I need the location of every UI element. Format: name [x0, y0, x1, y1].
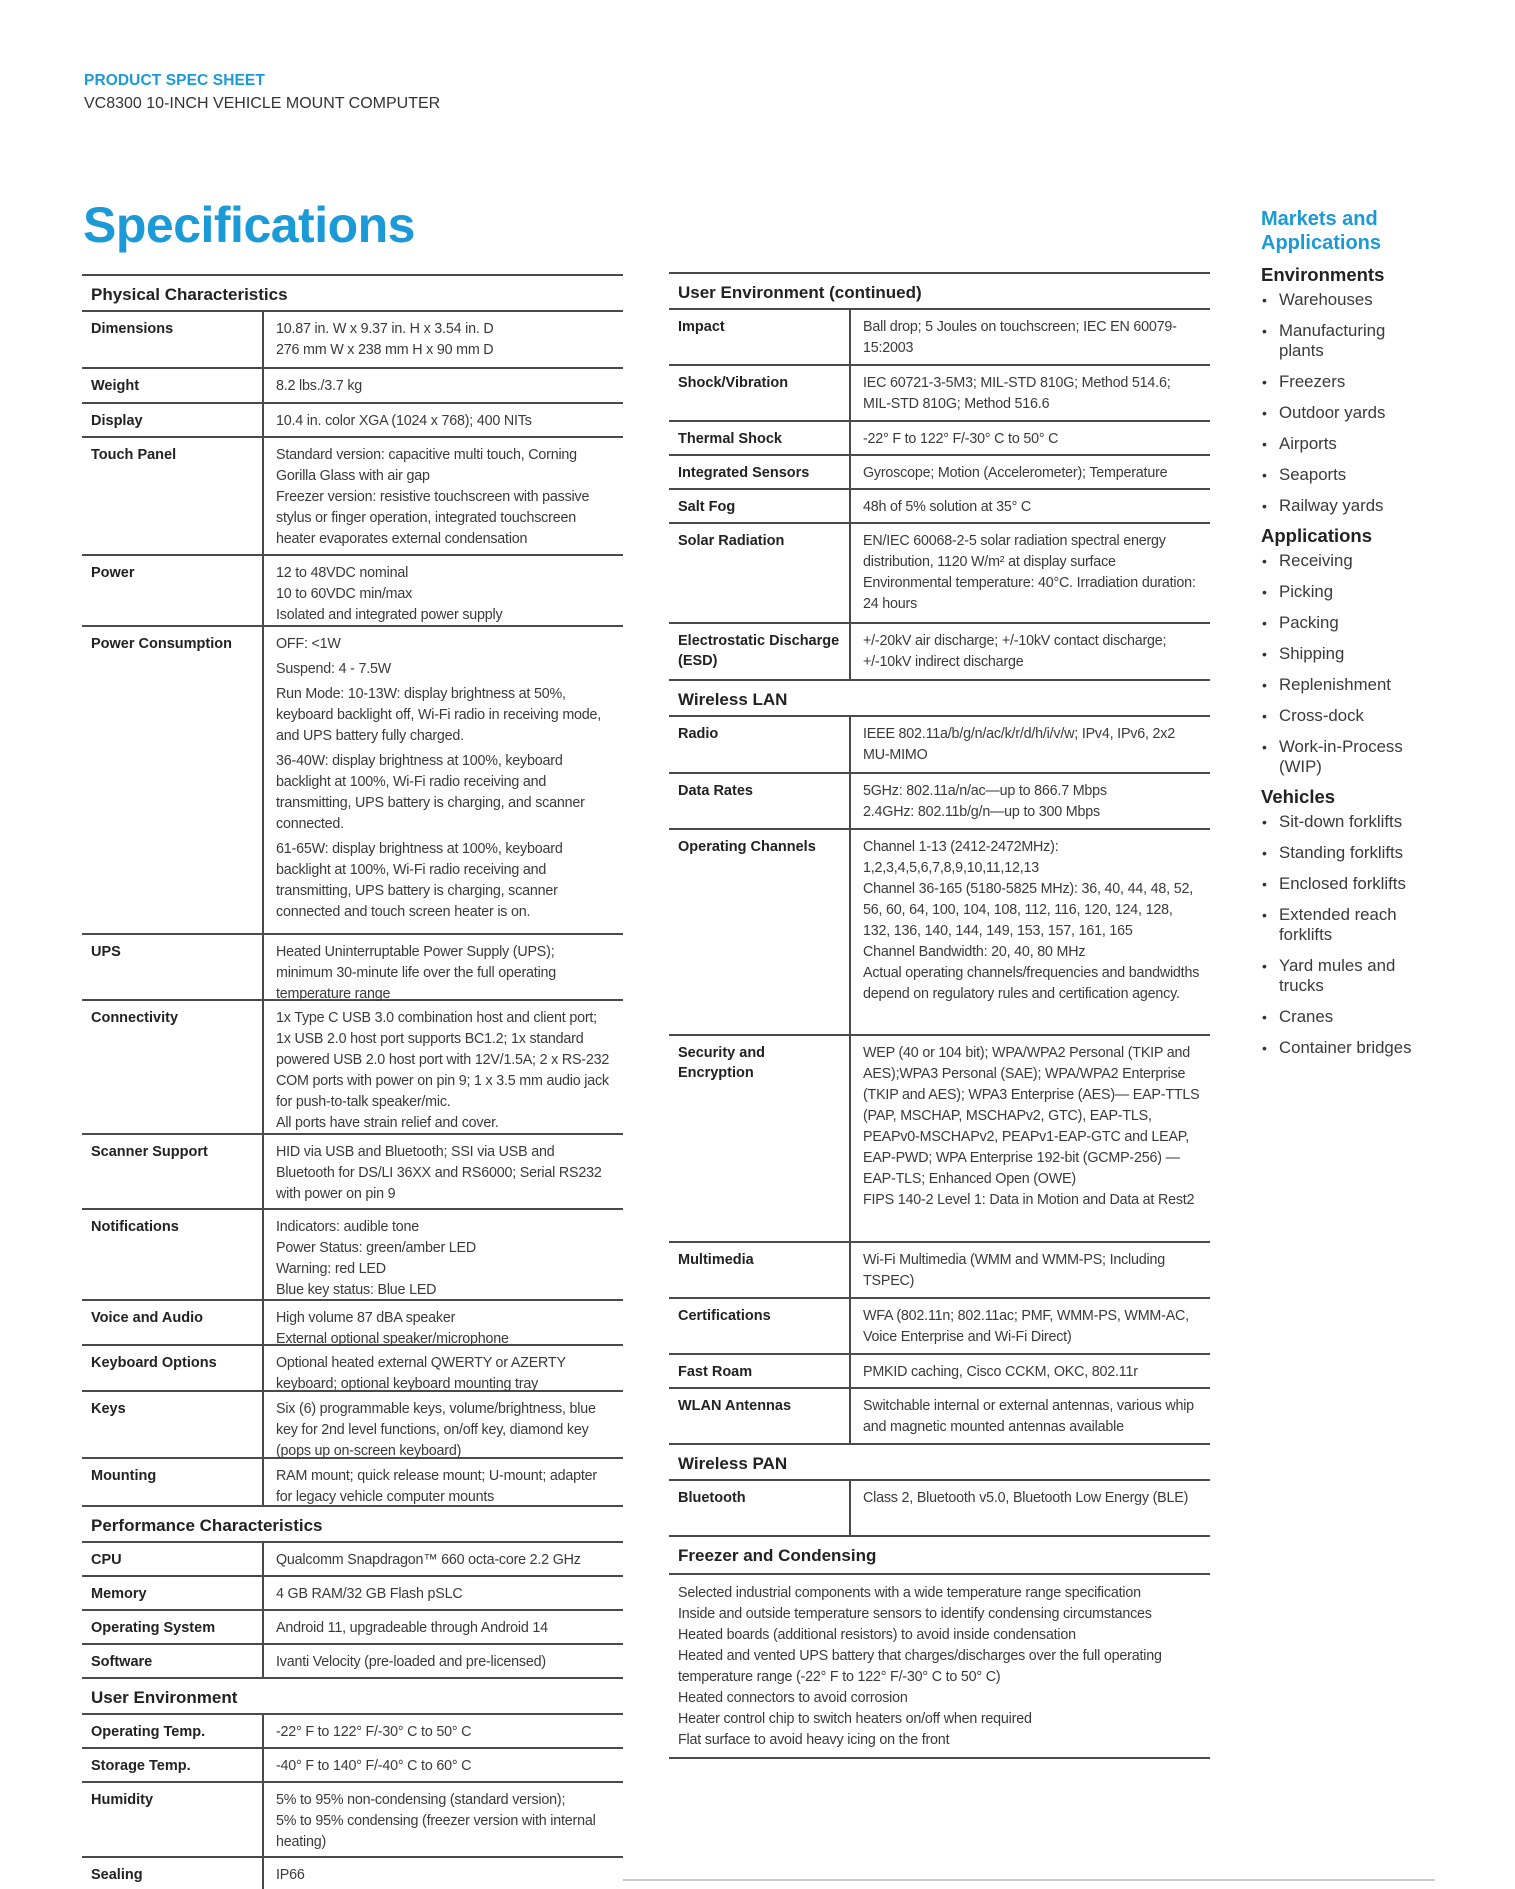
spec-value-line: -22° F to 122° F/-30° C to 50° C	[863, 431, 1059, 447]
spec-value-line: 5% to 95% condensing (freezer version with internal heating)	[276, 1813, 596, 1850]
spec-label: Security and Encryption	[669, 1036, 851, 1241]
spec-label: Storage Temp.	[82, 1749, 264, 1781]
spec-value-line: IP66	[276, 1867, 305, 1883]
spec-value-line: WEP (40 or 104 bit); WPA/WPA2 Personal (TKIP and AES);WPA3 Personal (SAE); WPA/WPA2 Enterprise (TKIP and AES); WPA3 Enterprise (AES)— EAP-TTLS (PAP, MSCHAP, MSCHAPv2, GTC), EAP-TLS, PEAPv0-MSCHAPv2, PEAPv1-EAP-GTC and LEAP, EAP-PWD; WPA Enterprise 192-bit (GCMP-256) — EAP-TLS; Enhanced Open (OWE)	[863, 1045, 1200, 1187]
spec-label: Humidity	[82, 1783, 264, 1856]
spec-row	[82, 999, 623, 1133]
market-list-item: • Work-in-Process (WIP)	[1261, 737, 1426, 777]
spec-label: Data Rates	[669, 774, 851, 828]
spec-label: Power Consumption	[82, 627, 264, 933]
spec-value	[264, 1459, 623, 1505]
market-list-item: • Shipping	[1261, 644, 1426, 664]
spec-value-line: EN/IEC 60068-2-5 solar radiation spectral energy distribution, 1120 W/m² at display surface	[863, 533, 1166, 570]
spec-value-line: 10.4 in. color XGA (1024 x 768); 400 NITs	[276, 413, 532, 429]
spec-row	[669, 772, 1210, 828]
spec-row	[669, 1387, 1210, 1443]
market-list-item: • Sit-down forklifts	[1261, 812, 1426, 832]
spec-value-line: All ports have strain relief and cover.	[276, 1115, 499, 1131]
spec-label: Voice and Audio	[82, 1301, 264, 1344]
spec-value	[851, 310, 1210, 364]
spec-label: WLAN Antennas	[669, 1389, 851, 1443]
spec-value-line: 48h of 5% solution at 35° C	[863, 499, 1032, 515]
spec-value	[264, 438, 623, 554]
doc-eyebrow: PRODUCT SPEC SHEET	[84, 72, 265, 89]
spec-label: Power	[82, 556, 264, 625]
market-list-item: • Airports	[1261, 434, 1426, 454]
spec-value-line: -40° F to 140° F/-40° C to 60° C	[276, 1758, 472, 1774]
spec-value-line: Class 2, Bluetooth v5.0, Bluetooth Low Energy (BLE)	[863, 1490, 1189, 1506]
spec-value-line: Blue key status: Blue LED	[276, 1282, 437, 1298]
spec-value	[264, 1346, 623, 1390]
spec-row	[669, 522, 1210, 622]
spec-row	[82, 1133, 623, 1208]
spec-row	[669, 1479, 1210, 1535]
spec-row	[669, 622, 1210, 679]
spec-value-line: 5% to 95% non-condensing (standard version);	[276, 1792, 566, 1808]
spec-row	[669, 1034, 1210, 1241]
left-spec-column	[82, 274, 623, 1889]
spec-value-line: 276 mm W x 238 mm H x 90 mm D	[276, 342, 494, 358]
spec-label: Bluetooth	[669, 1481, 851, 1535]
spec-value-line: External optional speaker/microphone	[276, 1331, 509, 1347]
spec-value-line: OFF: <1W	[276, 636, 341, 652]
spec-value	[264, 1001, 623, 1133]
market-list-item: • Cross-dock	[1261, 706, 1426, 726]
market-list-item: • Outdoor yards	[1261, 403, 1426, 423]
freezer-feature: Selected industrial components with a wide temperature range specification	[678, 1585, 1141, 1601]
spec-value-line: Six (6) programmable keys, volume/brightness, blue key for 2nd level functions, on/off key, diamond key (pops up on-screen keyboard)	[276, 1401, 596, 1459]
spec-value	[851, 624, 1210, 679]
spec-row	[82, 933, 623, 1002]
spec-label: Keys	[82, 1392, 264, 1457]
spec-label: Mounting	[82, 1459, 264, 1505]
spec-row	[82, 1856, 623, 1889]
spec-value-line: 10 to 60VDC min/max	[276, 586, 413, 602]
spec-value	[264, 1301, 623, 1347]
spec-row	[669, 1353, 1210, 1387]
spec-value-line: HID via USB and Bluetooth; SSI via USB and Bluetooth for DS/LI 36XX and RS6000; Serial RS232 with power on pin 9	[276, 1144, 602, 1202]
table-end-rule	[669, 1757, 1210, 1759]
spec-row	[669, 364, 1210, 420]
spec-label: Radio	[669, 717, 851, 772]
spec-label: Connectivity	[82, 1001, 264, 1133]
freezer-feature: Heated connectors to avoid corrosion	[678, 1690, 908, 1706]
spec-row	[82, 1575, 623, 1609]
spec-value	[851, 774, 1210, 828]
spec-row	[669, 1297, 1210, 1353]
spec-value	[264, 369, 623, 402]
freezer-feature: Inside and outside temperature sensors to identify condensing circumstances	[678, 1606, 1152, 1622]
spec-label: Operating System	[82, 1611, 264, 1643]
spec-value-line: 1,2,3,4,5,6,7,8,9,10,11,12,13	[863, 860, 1039, 876]
spec-value-line: Run Mode: 10-13W: display brightness at 50%, keyboard backlight off, Wi-Fi radio in receiving mode, and UPS battery fully charged.	[276, 686, 602, 744]
market-list-item: • Container bridges	[1261, 1038, 1426, 1058]
spec-value	[851, 366, 1210, 420]
spec-label: UPS	[82, 935, 264, 999]
spec-label: Certifications	[669, 1299, 851, 1353]
spec-label: Touch Panel	[82, 438, 264, 554]
spec-value-line: 1x Type C USB 3.0 combination host and client port; 1x USB 2.0 host port supports BC1.2; 1x standard powered USB 2.0 host port with 12V/1.5A; 2 x RS-232 COM ports with power on pin 9; 1 x 3.5 mm audio jack for push-to-talk speaker/mic.	[276, 1010, 610, 1110]
section-heading-wireless-lan: Wireless LAN	[669, 679, 1210, 715]
market-list-item: • Extended reach forklifts	[1261, 905, 1426, 945]
spec-value	[851, 1299, 1210, 1353]
spec-value-line: 5GHz: 802.11a/n/ac—up to 866.7 Mbps	[863, 783, 1107, 799]
spec-value	[851, 422, 1210, 454]
markets-title: Markets and Applications	[1261, 208, 1382, 254]
market-list-item: • Warehouses	[1261, 290, 1426, 310]
spec-value-line: FIPS 140-2 Level 1: Data in Motion and Data at Rest2	[863, 1192, 1195, 1208]
spec-row	[669, 488, 1210, 522]
spec-row	[82, 1713, 623, 1747]
spec-value-line: Freezer version: resistive touchscreen with passive stylus or finger operation, integrated touchscreen heater evaporates external condensation	[276, 489, 590, 547]
freezer-feature: Heated and vented UPS battery that charges/discharges over the full operating temperature range (-22° F to 122° F/-30° C to 50° C)	[678, 1648, 1162, 1685]
spec-label: Solar Radiation	[669, 524, 851, 622]
spec-value-line: Ivanti Velocity (pre-loaded and pre-licensed)	[276, 1654, 546, 1670]
spec-value-line: -22° F to 122° F/-30° C to 50° C	[276, 1724, 472, 1740]
spec-label: Thermal Shock	[669, 422, 851, 454]
spec-value	[264, 1749, 623, 1781]
spec-label: Operating Channels	[669, 830, 851, 1034]
market-list-item: • Replenishment	[1261, 675, 1426, 695]
spec-value	[851, 1481, 1210, 1535]
spec-row	[82, 1747, 623, 1781]
spec-row	[82, 1781, 623, 1856]
spec-value-line: Qualcomm Snapdragon™ 660 octa-core 2.2 GHz	[276, 1552, 581, 1568]
market-group-list	[1261, 812, 1426, 1058]
spec-row	[82, 367, 623, 402]
spec-value-line: WFA (802.11n; 802.11ac; PMF, WMM-PS, WMM-AC, Voice Enterprise and Wi-Fi Direct)	[863, 1308, 1189, 1345]
freezer-feature: Flat surface to avoid heavy icing on the front	[678, 1732, 950, 1748]
spec-value-line: Switchable internal or external antennas, various whip and magnetic mounted antennas available	[863, 1398, 1194, 1435]
market-list-item: • Yard mules and trucks	[1261, 956, 1426, 996]
spec-value	[264, 1210, 623, 1299]
spec-row	[82, 625, 623, 933]
spec-value-line: 2.4GHz: 802.11b/g/n—up to 300 Mbps	[863, 804, 1100, 820]
spec-value-line: Standard version: capacitive multi touch, Corning Gorilla Glass with air gap	[276, 447, 577, 484]
market-group-title: Vehicles	[1261, 786, 1336, 807]
spec-value	[264, 1645, 623, 1677]
spec-value-line: Wi-Fi Multimedia (WMM and WMM-PS; Including TSPEC)	[863, 1252, 1166, 1289]
spec-value-line: IEC 60721-3-5M3; MIL-STD 810G; Method 514.6; MIL-STD 810G; Method 516.6	[863, 375, 1171, 412]
spec-label: Display	[82, 404, 264, 436]
spec-value-line: 8.2 lbs./3.7 kg	[276, 378, 363, 394]
spec-label: Multimedia	[669, 1243, 851, 1297]
spec-value-line: PMKID caching, Cisco CCKM, OKC, 802.11r	[863, 1364, 1138, 1380]
market-list-item: • Standing forklifts	[1261, 843, 1426, 863]
spec-value-line: 61-65W: display brightness at 100%, keyboard backlight at 100%, Wi-Fi radio receiving and transmitting, UPS battery is charging, scanner connected and touch screen heater is on.	[276, 841, 563, 920]
spec-value-line: Warning: red LED	[276, 1261, 386, 1277]
markets-groups	[1261, 264, 1426, 1058]
markets-applications-panel	[1261, 207, 1511, 1058]
spec-row	[669, 454, 1210, 488]
bottom-rule	[623, 1879, 1435, 1881]
section-heading-physical: Physical Characteristics	[82, 274, 623, 310]
spec-label: Scanner Support	[82, 1135, 264, 1208]
spec-row	[669, 308, 1210, 364]
spec-label: Notifications	[82, 1210, 264, 1299]
spec-label: Impact	[669, 310, 851, 364]
spec-value	[851, 717, 1210, 772]
spec-value-line: 4 GB RAM/32 GB Flash pSLC	[276, 1586, 463, 1602]
spec-label: Electrostatic Discharge (ESD)	[669, 624, 851, 679]
spec-row	[82, 1208, 623, 1299]
spec-value-line: Heated Uninterruptable Power Supply (UPS); minimum 30-minute life over the full operating temperature range	[276, 944, 557, 1002]
spec-label: Fast Roam	[669, 1355, 851, 1387]
spec-row	[82, 1457, 623, 1505]
market-list-item: • Manufacturing plants	[1261, 321, 1426, 361]
spec-row	[82, 436, 623, 554]
spec-value-line: Ball drop; 5 Joules on touchscreen; IEC EN 60079-15:2003	[863, 319, 1177, 356]
spec-value-line: +/-20kV air discharge; +/-10kV contact discharge; +/-10kV indirect discharge	[863, 633, 1167, 670]
market-list-item: • Freezers	[1261, 372, 1426, 392]
section-heading-user-environment: User Environment	[82, 1677, 623, 1713]
spec-row	[669, 420, 1210, 454]
spec-row	[82, 1609, 623, 1643]
spec-row	[82, 554, 623, 625]
spec-row	[82, 1390, 623, 1457]
spec-value-line: 10.87 in. W x 9.37 in. H x 3.54 in. D	[276, 321, 494, 337]
section-heading-wireless-pan: Wireless PAN	[669, 1443, 1210, 1479]
spec-value	[264, 627, 623, 933]
spec-value-line: Power Status: green/amber LED	[276, 1240, 477, 1256]
spec-row	[82, 1299, 623, 1347]
spec-value	[851, 1243, 1210, 1297]
spec-value	[264, 1135, 623, 1208]
spec-value	[264, 312, 623, 367]
spec-value	[264, 1611, 623, 1643]
middle-spec-column	[669, 272, 1210, 1759]
market-group-list	[1261, 290, 1426, 516]
spec-value	[264, 556, 623, 625]
spec-value-line: Suspend: 4 - 7.5W	[276, 661, 392, 677]
spec-label: Salt Fog	[669, 490, 851, 522]
spec-value-line: High volume 87 dBA speaker	[276, 1310, 456, 1326]
spec-value-line: Indicators: audible tone	[276, 1219, 420, 1235]
spec-label: Integrated Sensors	[669, 456, 851, 488]
market-group-list	[1261, 551, 1426, 777]
spec-value-line: Actual operating channels/frequencies and bandwidths depend on regulatory rules and certification agency.	[863, 965, 1200, 1002]
spec-label: Sealing	[82, 1858, 264, 1889]
market-list-item: • Packing	[1261, 613, 1426, 633]
spec-row	[82, 1344, 623, 1390]
spec-value-line: RAM mount; quick release mount; U-mount; adapter for legacy vehicle computer mounts	[276, 1468, 597, 1505]
spec-label: Keyboard Options	[82, 1346, 264, 1390]
spec-value	[851, 1036, 1210, 1241]
freezer-feature-list	[669, 1573, 1210, 1757]
spec-value-line: Channel 1-13 (2412-2472MHz):	[863, 839, 1059, 855]
spec-value	[851, 490, 1210, 522]
freezer-feature: Heater control chip to switch heaters on/off when required	[678, 1711, 1032, 1727]
market-list-item: • Picking	[1261, 582, 1426, 602]
page-title: Specifications	[83, 197, 415, 253]
spec-label: Shock/Vibration	[669, 366, 851, 420]
spec-row	[669, 715, 1210, 772]
spec-value-line: IEEE 802.11a/b/g/n/ac/k/r/d/h/i/v/w; IPv4, IPv6, 2x2 MU-MIMO	[863, 726, 1175, 763]
spec-label: CPU	[82, 1543, 264, 1575]
spec-row	[82, 402, 623, 436]
spec-value	[851, 456, 1210, 488]
market-group-title: Environments	[1261, 264, 1385, 285]
spec-value-line: Channel 36-165 (5180-5825 MHz): 36, 40, 44, 48, 52, 56, 60, 64, 100, 104, 108, 112, 116, 120, 124, 128, 132, 136, 140, 144, 149, 153, 157, 161, 165	[863, 881, 1193, 939]
spec-value-line: Isolated and integrated power supply	[276, 607, 503, 623]
spec-value-line: Android 11, upgradeable through Android 14	[276, 1620, 548, 1636]
spec-label: Dimensions	[82, 312, 264, 367]
spec-value	[851, 1355, 1210, 1387]
spec-value	[264, 1783, 623, 1856]
spec-row	[669, 1241, 1210, 1297]
doc-subtitle: VC8300 10-INCH VEHICLE MOUNT COMPUTER	[84, 95, 441, 112]
spec-value	[264, 1392, 623, 1457]
spec-row	[82, 1643, 623, 1677]
market-list-item: • Receiving	[1261, 551, 1426, 571]
spec-value	[264, 1715, 623, 1747]
spec-value	[851, 524, 1210, 622]
spec-label: Software	[82, 1645, 264, 1677]
spec-row	[669, 828, 1210, 1034]
spec-value-line: Gyroscope; Motion (Accelerometer); Temperature	[863, 465, 1168, 481]
spec-value-line: 36-40W: display brightness at 100%, keyboard backlight at 100%, Wi-Fi radio receiving and transmitting, UPS battery is charging, and scanner connected.	[276, 753, 585, 832]
market-list-item: • Seaports	[1261, 465, 1426, 485]
spec-value-line: Channel Bandwidth: 20, 40, 80 MHz	[863, 944, 1086, 960]
spec-value	[264, 404, 623, 436]
section-heading-freezer: Freezer and Condensing	[669, 1535, 1210, 1573]
spec-value	[851, 1389, 1210, 1443]
market-list-item: • Enclosed forklifts	[1261, 874, 1426, 894]
market-list-item: • Cranes	[1261, 1007, 1426, 1027]
spec-value-line: 12 to 48VDC nominal	[276, 565, 409, 581]
market-list-item: • Railway yards	[1261, 496, 1426, 516]
spec-value-line: Environmental temperature: 40°C. Irradiation duration: 24 hours	[863, 575, 1196, 612]
spec-row	[82, 1541, 623, 1575]
spec-value	[264, 935, 623, 1002]
spec-value	[264, 1858, 623, 1889]
spec-row	[82, 310, 623, 367]
section-heading-user-environment-continued: User Environment (continued)	[669, 272, 1210, 308]
spec-value	[851, 830, 1210, 1034]
section-heading-performance: Performance Characteristics	[82, 1505, 623, 1541]
spec-value	[264, 1543, 623, 1575]
spec-value-line: Optional heated external QWERTY or AZERTY keyboard; optional keyboard mounting tray	[276, 1355, 566, 1392]
spec-label: Memory	[82, 1577, 264, 1609]
freezer-feature: Heated boards (additional resistors) to avoid inside condensation	[678, 1627, 1076, 1643]
market-group-title: Applications	[1261, 525, 1373, 546]
spec-label: Weight	[82, 369, 264, 402]
spec-label: Operating Temp.	[82, 1715, 264, 1747]
spec-value	[264, 1577, 623, 1609]
